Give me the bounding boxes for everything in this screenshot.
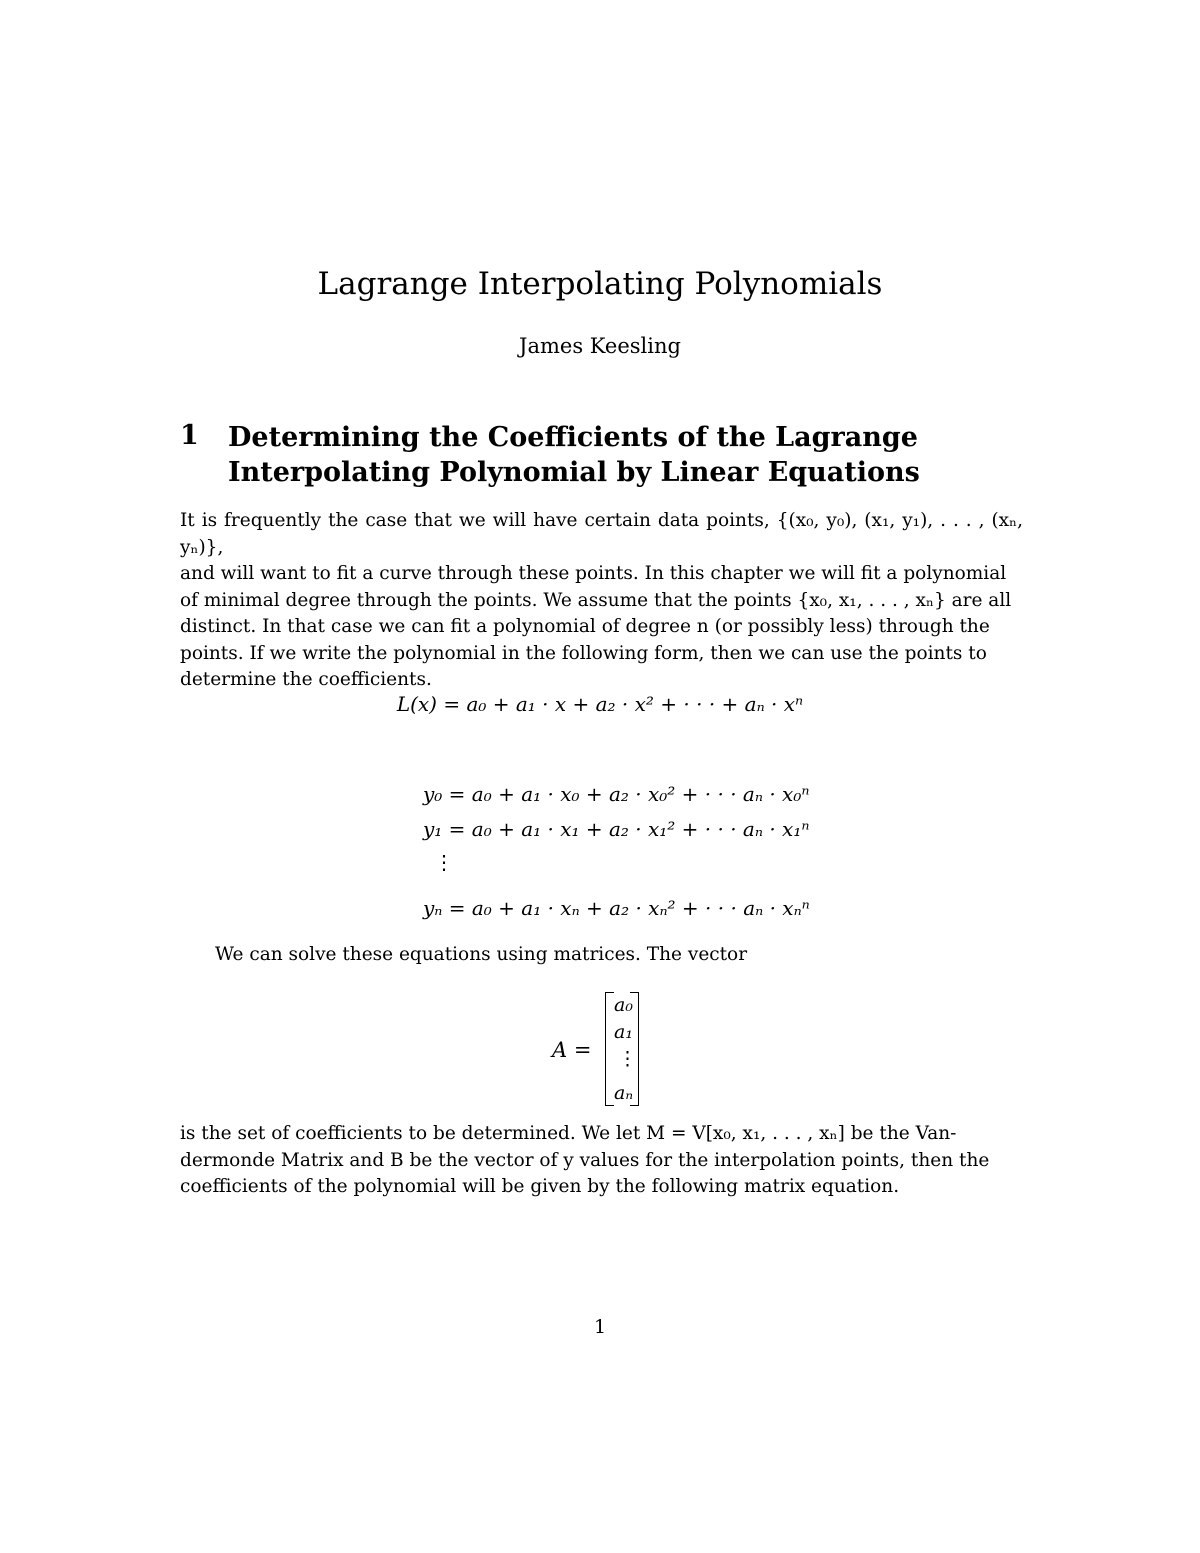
section-number: 1	[180, 420, 199, 451]
system-equation-row-0: y₀ = a₀ + a₁ · x₀ + a₂ · x₀² + · · · aₙ · x₀ⁿ	[423, 782, 810, 806]
vector-entry: ⋮	[618, 1048, 637, 1070]
intro-line: determine the coefficients.	[180, 669, 432, 690]
coeff-line: is the set of coefficients to be determined. We let M = V[x₀, x₁, . . . , xₙ] be the Van-	[180, 1123, 957, 1144]
author-name: James Keesling	[519, 334, 681, 358]
polynomial-equation: L(x) = a₀ + a₁ · x + a₂ · x² + · · · + aₙ · xⁿ	[396, 692, 804, 716]
intro-line: and will want to fit a curve through these points. In this chapter we will fit a polynomial	[180, 563, 1007, 584]
intro-line: distinct. In that case we can fit a polynomial of degree n (or possibly less) through the	[180, 616, 990, 637]
vertical-ellipsis: ⋮	[434, 850, 454, 874]
paper-title: Lagrange Interpolating Polynomials	[317, 266, 883, 302]
section-title: Determining the Coefficients of the Lagrange Interpolating Polynomial by Linear Equations	[228, 422, 920, 488]
system-equation-row-n: yₙ = a₀ + a₁ · xₙ + a₂ · xₙ² + · · · aₙ · xₙⁿ	[423, 896, 810, 920]
vector-lhs: A =	[552, 1038, 592, 1062]
coeff-line: dermonde Matrix and B be the vector of y values for the interpolation points, then the	[180, 1149, 990, 1171]
page-number: 1	[593, 1316, 607, 1338]
intro-line: It is frequently the case that we will have certain data points, {(x₀, y₀), (x₁, y₁), . . . , (xₙ, yₙ)},	[180, 510, 1023, 558]
intro-line: of minimal degree through the points. We assume that the points {x₀, x₁, . . . , xₙ} are all	[180, 589, 1012, 611]
system-equation-row-1: y₁ = a₀ + a₁ · x₁ + a₂ · x₁² + · · · aₙ · x₁ⁿ	[423, 817, 810, 841]
vector-entry: aₙ	[614, 1082, 634, 1104]
vector-entry: a₁	[614, 1021, 633, 1043]
intro-paragraph	[180, 508, 1023, 694]
matrices-sentence: We can solve these equations using matrices. The vector	[215, 944, 748, 965]
coefficients-paragraph	[180, 1121, 1023, 1201]
vector-entry: a₀	[614, 994, 633, 1016]
left-bracket	[605, 992, 614, 1106]
coeff-line: coefficients of the polynomial will be given by the following matrix equation.	[180, 1176, 900, 1197]
intro-line: points. If we write the polynomial in the following form, then we can use the points to	[180, 642, 987, 664]
